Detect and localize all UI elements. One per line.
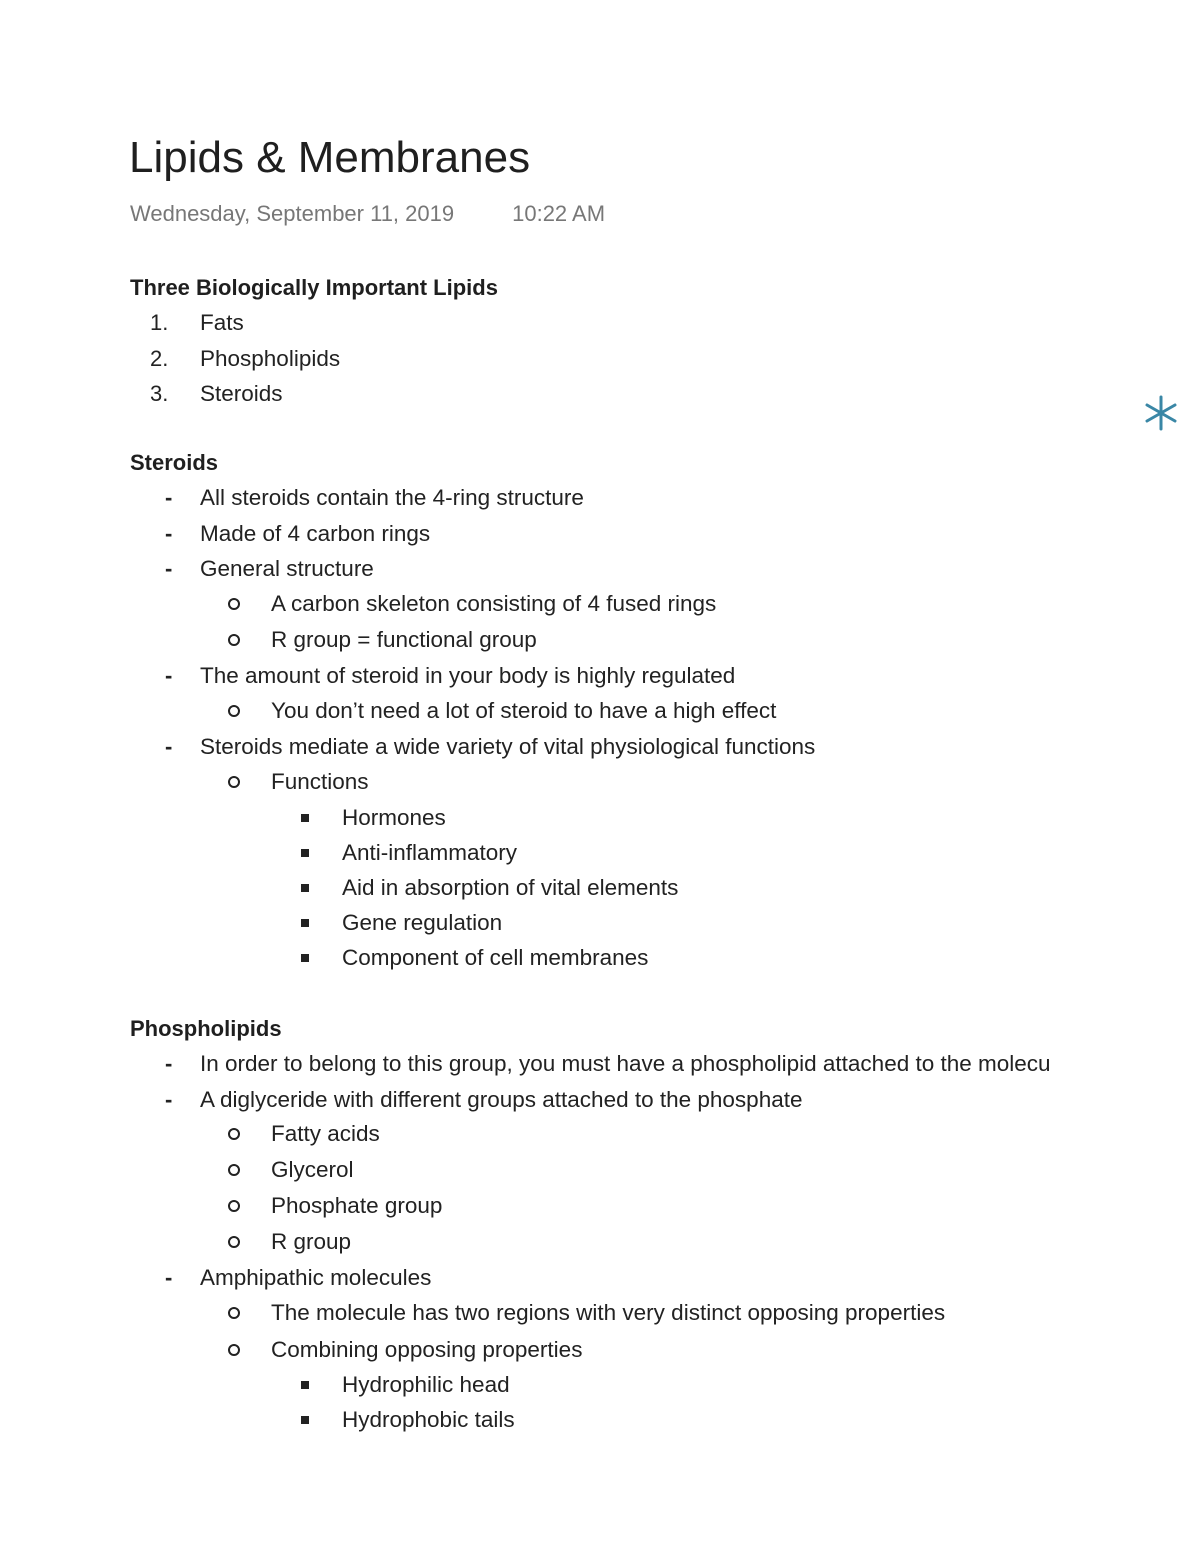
list-item: Made of 4 carbon rings: [200, 521, 431, 546]
list-item: Hormones: [342, 805, 446, 830]
list-item: R group: [271, 1229, 352, 1254]
list-item: Amphipathic molecules: [200, 1265, 432, 1290]
dash-bullet: -: [165, 521, 173, 546]
list-item: Gene regulation: [342, 910, 503, 935]
dash-bullet: -: [165, 734, 173, 759]
list-item: The molecule has two regions with very distinct opposing properties: [271, 1300, 946, 1325]
list-number: 2.: [150, 346, 169, 371]
square-bullet: [301, 919, 309, 927]
list-item: A carbon skeleton consisting of 4 fused rings: [271, 591, 717, 616]
dash-bullet: -: [165, 1087, 173, 1112]
list-number: 3.: [150, 381, 169, 406]
list-item: A diglyceride with different groups attached to the phosphate: [200, 1087, 803, 1112]
dash-bullet: -: [165, 556, 173, 581]
list-item: Phosphate group: [271, 1193, 443, 1218]
list-item: Glycerol: [271, 1157, 354, 1182]
list-item: Component of cell membranes: [342, 945, 649, 970]
square-bullet: [301, 954, 309, 962]
circle-bullet: [228, 776, 240, 788]
dash-bullet: -: [165, 1051, 173, 1076]
list-item: All steroids contain the 4-ring structure: [200, 485, 584, 510]
list-item: Hydrophilic head: [342, 1372, 510, 1397]
dash-bullet: -: [165, 663, 173, 688]
square-bullet: [301, 884, 309, 892]
list-item: Fatty acids: [271, 1121, 380, 1146]
list-item: General structure: [200, 556, 374, 581]
circle-bullet: [228, 1236, 240, 1248]
list-item: R group = functional group: [271, 627, 537, 652]
page-title: Lipids & Membranes: [129, 133, 531, 182]
square-bullet: [301, 814, 309, 822]
list-item: Phospholipids: [200, 346, 341, 371]
circle-bullet: [228, 1128, 240, 1140]
list-item: In order to belong to this group, you must have a phospholipid attached to the molecu: [200, 1051, 1051, 1076]
square-bullet: [301, 849, 309, 857]
list-item: Anti-inflammatory: [342, 840, 518, 865]
asterisk-icon: [1142, 394, 1180, 432]
list-item: Steroids mediate a wide variety of vital physiological functions: [200, 734, 816, 759]
list-item: Combining opposing properties: [271, 1337, 583, 1362]
section-heading-steroids: Steroids: [130, 450, 219, 475]
dash-bullet: -: [165, 1265, 173, 1290]
circle-bullet: [228, 634, 240, 646]
list-item: Aid in absorption of vital elements: [342, 875, 679, 900]
circle-bullet: [228, 1200, 240, 1212]
circle-bullet: [228, 1344, 240, 1356]
circle-bullet: [228, 1164, 240, 1176]
note-time: 10:22 AM: [512, 201, 606, 226]
list-item: The amount of steroid in your body is highly regulated: [200, 663, 736, 688]
circle-bullet: [228, 598, 240, 610]
list-item: You don’t need a lot of steroid to have a high effect: [271, 698, 777, 723]
section-heading-phospholipids: Phospholipids: [130, 1016, 282, 1041]
list-number: 1.: [150, 310, 169, 335]
circle-bullet: [228, 1307, 240, 1319]
square-bullet: [301, 1416, 309, 1424]
note-timestamp: [130, 200, 605, 228]
list-item: Steroids: [200, 381, 283, 406]
list-item: Hydrophobic tails: [342, 1407, 515, 1432]
list-item: Fats: [200, 310, 244, 335]
list-item: Functions: [271, 769, 369, 794]
square-bullet: [301, 1381, 309, 1389]
dash-bullet: -: [165, 485, 173, 510]
circle-bullet: [228, 705, 240, 717]
section-heading-lipids: Three Biologically Important Lipids: [130, 275, 498, 300]
note-date: Wednesday, September 11, 2019: [130, 201, 455, 226]
